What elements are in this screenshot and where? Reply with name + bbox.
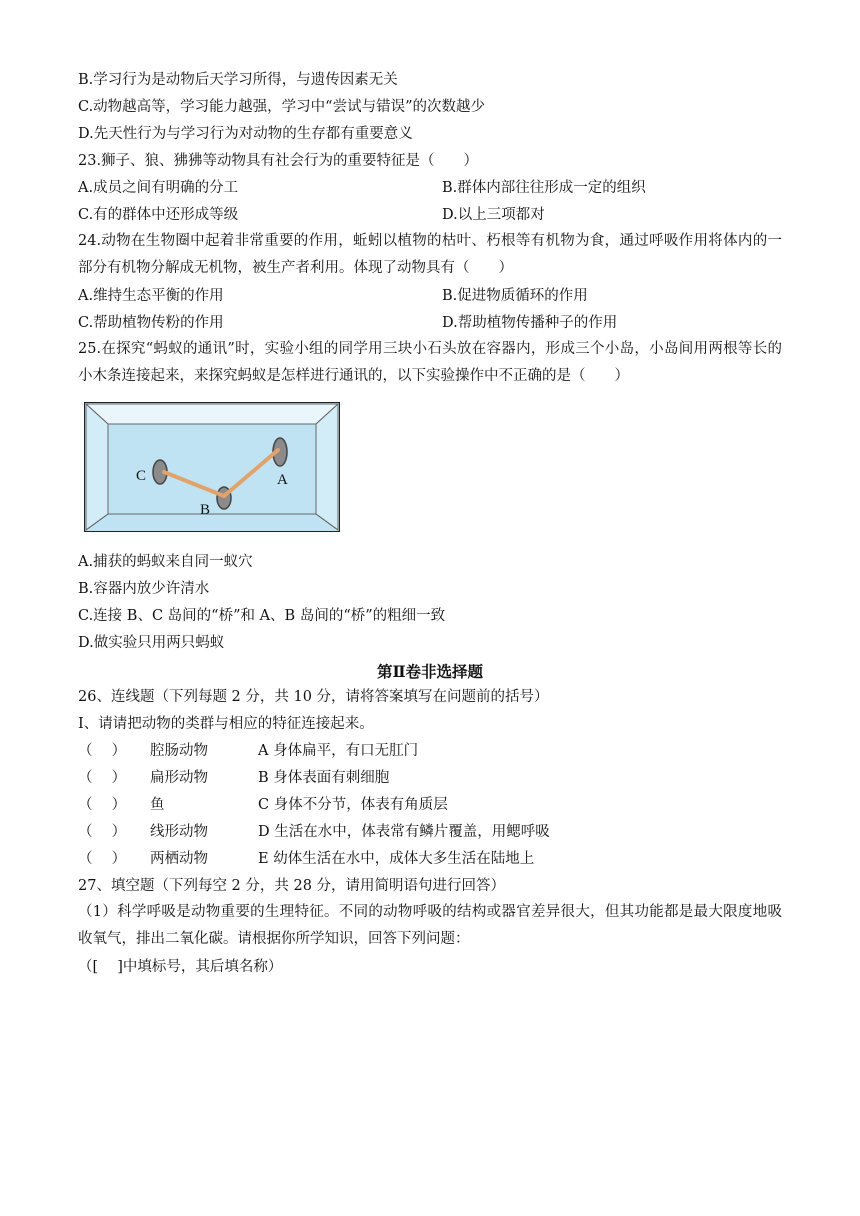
feature-b: B 身体表面有刺细胞 [258, 770, 390, 786]
q22-option-b: B.学习行为是动物后天学习所得，与遗传因素无关 [78, 72, 398, 88]
q24-option-b: B.促进物质循环的作用 [442, 288, 588, 304]
animal-group: 线形动物 [150, 824, 208, 840]
answer-bracket[interactable]: （ ） [78, 824, 127, 840]
q24-option-d: D.帮助植物传播种子的作用 [442, 315, 618, 331]
q23-option-d: D.以上三项都对 [442, 207, 545, 223]
match-row [78, 822, 208, 842]
animal-group: 两栖动物 [150, 851, 208, 867]
container-back-wall [86, 404, 338, 424]
container-right-wall [316, 404, 338, 530]
match-row [78, 768, 208, 788]
q27-stem: 27、填空题（下列每空 2 分，共 28 分，请用简明语句进行回答） [78, 878, 506, 894]
feature-c: C 身体不分节，体表有角质层 [258, 797, 448, 813]
animal-group: 扁形动物 [150, 770, 208, 786]
q26-stem: 26、连线题（下列每题 2 分，共 10 分，请将答案填写在问题前的括号） [78, 689, 549, 705]
feature-e: E 幼体生活在水中，成体大多生活在陆地上 [258, 851, 535, 867]
q24-option-c: C.帮助植物传粉的作用 [78, 315, 224, 331]
q25-option-d: D.做实验只用两只蚂蚁 [78, 635, 225, 651]
answer-bracket[interactable]: （ ） [78, 851, 127, 867]
match-row [78, 741, 208, 761]
label-a: A [277, 472, 288, 488]
match-row [78, 795, 165, 815]
answer-bracket[interactable]: （ ） [78, 743, 127, 759]
label-b: B [200, 502, 211, 518]
q25-option-c: C.连接 B、C 岛间的“桥”和 A、B 岛间的“桥”的粗细一致 [78, 608, 446, 624]
ant-experiment-figure [84, 402, 340, 532]
match-row [78, 849, 208, 869]
q25-stem: 25.在探究“蚂蚁的通讯”时，实验小组的同学用三块小石头放在容器内，形成三个小岛，小岛间用两根等长的小木条连接起来，来探究蚂蚁是怎样进行通讯的，以下实验操作中不正确的是（ ） [78, 341, 782, 384]
q22-option-d: D.先天性行为与学习行为对动物的生存都有重要意义 [78, 126, 413, 142]
feature-d: D 生活在水中，体表常有鳞片覆盖，用鳃呼吸 [258, 824, 550, 840]
animal-group: 鱼 [150, 797, 165, 813]
q22-option-c: C.动物越高等，学习能力越强，学习中“尝试与错误”的次数越少 [78, 99, 486, 115]
q25-option-a: A.捕获的蚂蚁来自同一蚁穴 [78, 554, 253, 570]
answer-bracket[interactable]: （ ） [78, 770, 127, 786]
q26-intro: Ⅰ、请请把动物的类群与相应的特征连接起来。 [78, 716, 374, 732]
animal-group: 腔肠动物 [150, 743, 208, 759]
q23-stem: 23.狮子、狼、狒狒等动物具有社会行为的重要特征是（ ） [78, 153, 479, 169]
q23-option-a: A.成员之间有明确的分工 [78, 180, 239, 196]
q27-note: （[ ]中填标号，其后填名称） [78, 959, 283, 975]
answer-bracket[interactable]: （ ） [78, 797, 127, 813]
q25-option-b: B.容器内放少许清水 [78, 581, 210, 597]
label-c: C [136, 468, 147, 484]
q23-option-c: C.有的群体中还形成等级 [78, 207, 239, 223]
section-title: 第Ⅱ卷非选择题 [376, 662, 484, 681]
q24-stem: 24.动物在生物圈中起着非常重要的作用，蚯蚓以植物的枯叶、朽根等有机物为食，通过呼吸作用将体内的一部分有机物分解成无机物，被生产者利用。体现了动物具有（ ） [78, 233, 782, 276]
feature-a: A 身体扁平，有口无肛门 [258, 743, 419, 759]
q23-option-b: B.群体内部往往形成一定的组织 [442, 180, 646, 196]
q24-option-a: A.维持生态平衡的作用 [78, 288, 224, 304]
q27-part1: （1）科学呼吸是动物重要的生理特征。不同的动物呼吸的结构或器官差异很大，但其功能都是最大限度地吸收氧气，排出二氧化碳。请根据你所学知识，回答下列问题： [78, 904, 782, 947]
container-left-wall [86, 404, 108, 530]
